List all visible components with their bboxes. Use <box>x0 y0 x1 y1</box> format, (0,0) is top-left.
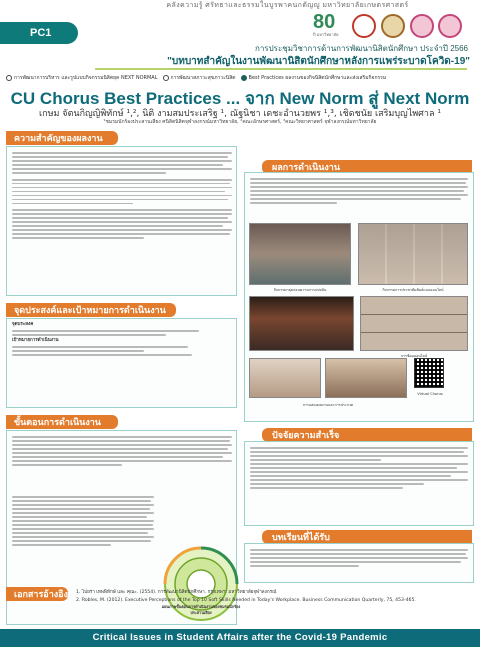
goals-targets-label: เป้าหมายการดำเนินงาน <box>12 337 59 343</box>
section-heading-lessons: บทเรียนที่ได้รับ <box>262 530 472 544</box>
track-label: Best Practices ผลงานของกิจนิสิตนักศึกษาและส่งเสริมกิจกรรม <box>248 75 387 81</box>
track-label: การพัฒนาสภาวะสุขภาวะนิสิต <box>170 75 236 81</box>
goals-body <box>12 322 232 406</box>
section-heading-steps: ขั้นตอนการดำเนินงาน <box>6 415 118 429</box>
anniversary-logo <box>313 12 343 38</box>
success-body-text <box>250 445 468 523</box>
diagram-caption: แผนภาพขั้นตอนการดำเนินงานของชมรมนักร้องประสานเสียง <box>161 604 241 615</box>
track-option <box>241 73 387 83</box>
photo-caption-rehearsal: การซ้อมออนไลน์ <box>400 354 428 358</box>
reference-item: 1. ไปยรา เทพพิทักษ์ และ คุณะ. (2554). การพัฒนานิสิตนักศึกษา. กรุงเทพฯ: มหาวิทยาลัยจุฬาลงกรณ์ <box>76 590 277 595</box>
radio-icon <box>163 75 169 81</box>
group-photo-2 <box>325 358 407 398</box>
association-logo <box>438 14 462 38</box>
emblem-logo <box>381 14 405 38</box>
section-heading-references: เอกสารอ้างอิง <box>6 587 68 601</box>
section-heading-importance: ความสำคัญของผลงาน <box>6 131 118 145</box>
affiliations: ¹ชมรมนักร้องประสานเสียง ศนิสิตนิสิตจุฬาลงกรณ์มหาวิทยาลัย, ²คณะอักษรศาสตร์, ³คณะวิทยาศาสตร์ จุฬาลงกรณ์มหาวิทยาลัย <box>103 119 377 125</box>
online-rehearsal-grid <box>360 296 468 351</box>
section-heading-goals: จุดประสงค์และเป้าหมายการดำเนินงาน <box>6 303 176 317</box>
results-body-text <box>250 176 468 220</box>
photo-caption-group: กิจกรรมกลุ่มก่อนความการแข่งขัน <box>273 288 327 292</box>
conference-name: การประชุมวิชาการด้านการพัฒนานิสิตนักศึกษา ประจำปี 2566 <box>254 44 468 53</box>
goals-purpose-label: จุดประสงค์ <box>12 322 34 327</box>
track-option <box>6 73 158 83</box>
photo-caption-online: กิจกรรมการประชาสัมพันธ์แบบออนไลน์ <box>382 288 444 292</box>
lessons-body-text <box>250 547 468 581</box>
section-heading-success: ปัจจัยความสำเร็จ <box>262 428 472 442</box>
qr-caption: Virtual Chorus <box>417 392 443 396</box>
chula-seal-logo <box>410 14 434 38</box>
author-list: เกษม จัตนกิญญิพิทักษ์ ¹,², นิติ งามสมประเสริฐ ¹, ณัฐนิชา เดชะอำนวยพร ¹,³, เชิดชนัย เสริมบุญไพศาล ¹ <box>39 109 441 119</box>
anniversary-logo-number: 80 <box>313 11 336 33</box>
poster-title: CU Chorus Best Practices ... จาก New Norm สู่ Next Norm <box>10 89 470 108</box>
stage-performance-photo <box>249 296 354 351</box>
online-promo-collage <box>358 223 468 285</box>
top-strip-text: คลังความรู้ ศรัทธาและธรรมในบูรพาคนกตัญญู มหาวิทยาลัยเกษตรศาสตร์ <box>166 2 409 9</box>
poster-code-badge: PC1 <box>0 22 78 44</box>
group-activity-photo <box>249 223 351 285</box>
poster-header <box>0 0 480 70</box>
university-seal-logo <box>352 14 376 38</box>
importance-body-text <box>12 150 232 292</box>
steps-body-text <box>12 434 232 494</box>
radio-selected-icon <box>241 75 247 81</box>
references-list <box>76 589 474 619</box>
reference-item: 2. Robles, M. (2012). Executive Perceptions of the Top 10 Soft Skills Needed in Today's Workplace. Business Communication Quarterly, 75, 453-465. <box>76 598 416 603</box>
photo-caption-performance: การแสดงผลงานและการประกวด <box>302 403 354 407</box>
theme-underline <box>95 68 467 70</box>
footer-tagline: Critical Issues in Student Affairs after the Covid-19 Pandemic <box>0 629 480 647</box>
group-photo-1 <box>249 358 321 398</box>
radio-icon <box>6 75 12 81</box>
section-heading-results: ผลการดำเนินงาน <box>262 160 472 174</box>
track-selector <box>6 73 476 83</box>
track-option <box>163 73 236 83</box>
anniversary-logo-sub: ปี มหาวิทยาลัย <box>313 32 339 37</box>
steps-side-text <box>12 494 154 589</box>
conference-theme: "บทบาทสำคัญในงานพัฒนานิสิตนักศึกษาหลังการแพร่ระบาดโควิด-19" <box>167 56 470 67</box>
qr-code-icon[interactable] <box>414 358 444 388</box>
track-label: การพัฒนาการบริหาร และรูปแบบกิจกรรมนิสิตยุค NEXT NORMAL <box>14 75 158 81</box>
